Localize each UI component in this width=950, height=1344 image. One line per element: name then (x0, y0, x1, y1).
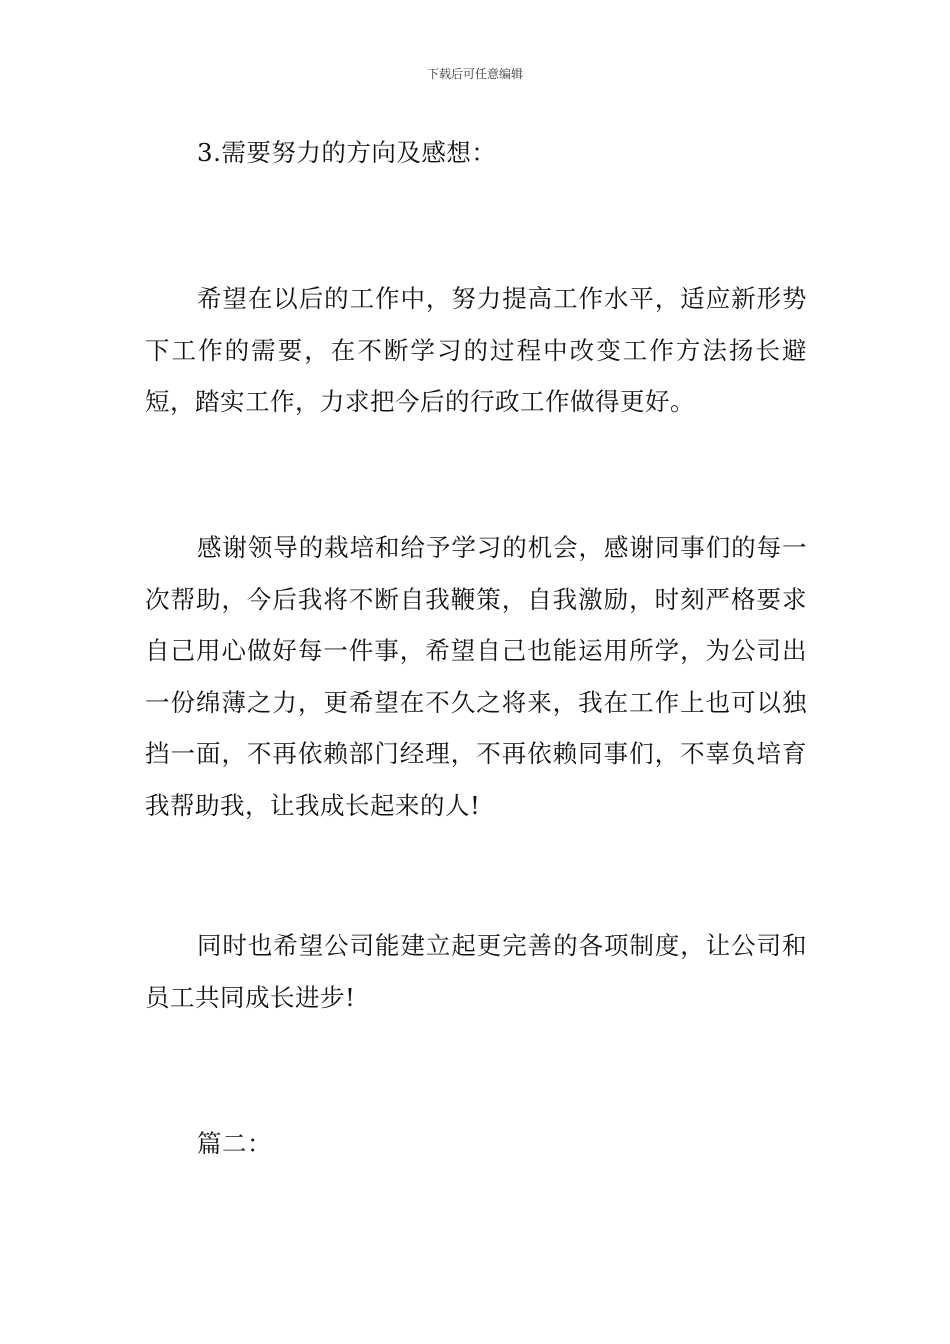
paragraph-company-hope: 同时也希望公司能建立起更完善的各项制度，让公司和员工共同成长进步! (145, 931, 807, 1012)
part-two-heading: 篇二： (197, 1129, 272, 1158)
paragraph-gratitude: 感谢领导的栽培和给予学习的机会，感谢同事们的每一次帮助，今后我将不断自我鞭策，自我激励，时刻严格要求自己用心做好每一件事，希望自己也能运用所学，为公司出一份绵薄之力，更希望在不久之将来，我在工作上也可以独挡一面，不再依赖部门经理，不再依赖同事们，不辜负培育我帮助我，让我成长起来的人! (145, 533, 807, 820)
section-heading: 3.需要努力的方向及感想： (197, 138, 497, 167)
paragraph-improvement: 希望在以后的工作中，努力提高工作水平，适应新形势下工作的需要，在不断学习的过程中改变工作方法扬长避短，踏实工作，力求把今后的行政工作做得更好。 (145, 284, 807, 416)
page-header: 下载后可任意编辑 (426, 67, 523, 81)
